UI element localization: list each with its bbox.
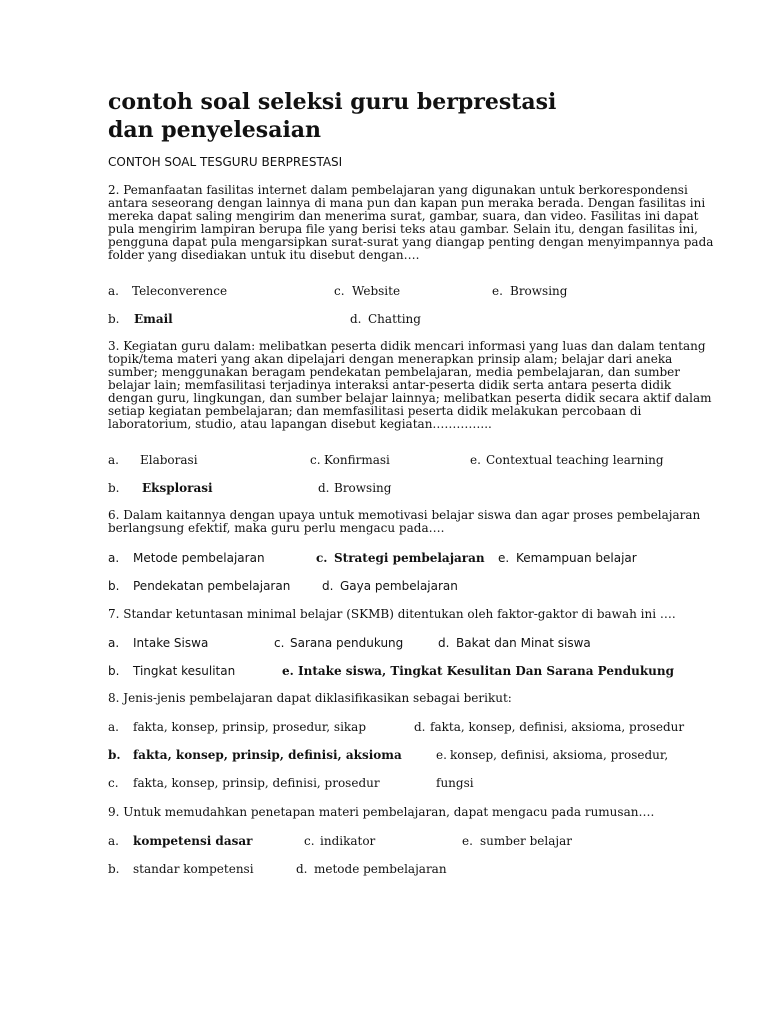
- option-marker: e.: [492, 284, 503, 298]
- question-line: 8. Jenis-jenis pembelajaran dapat diklasifikasikan sebagai berikut:: [108, 691, 512, 705]
- option-marker: a.: [108, 834, 119, 848]
- option-marker: e.: [282, 664, 294, 678]
- option-text: indikator: [320, 834, 376, 848]
- option-marker: b.: [108, 862, 120, 876]
- question-line: laboratorium, studio, atau lapangan disebut kegiatan…………...: [108, 417, 492, 431]
- question-line: 3. Kegiatan guru dalam: melibatkan peserta didik mencari informasi yang luas dan dalam tentang: [108, 339, 706, 353]
- question-line: belajar lain; memfasilitasi terjadinya interaksi antar-peserta didik serta antara peserta didik: [108, 378, 672, 392]
- option-text: fakta, konsep, prinsip, definisi, prosedur: [133, 776, 380, 790]
- option-text: Gaya pembelajaran: [340, 579, 458, 593]
- option-text: Tingkat kesulitan: [133, 664, 236, 678]
- question-line: 7. Standar ketuntasan minimal belajar (SKMB) ditentukan oleh faktor-gaktor di bawah ini ….: [108, 607, 676, 621]
- option-marker: b.: [108, 579, 120, 593]
- question-line: pengguna dapat pula mengarsipkan surat-surat yang diangap penting dengan menyimpannya pada: [108, 235, 714, 249]
- option-marker: a.: [108, 720, 119, 734]
- subtitle: CONTOH SOAL TESGURU BERPRESTASI: [108, 155, 343, 169]
- option-text-continued: fungsi: [436, 776, 474, 790]
- question-7: [108, 608, 708, 621]
- option-text: Browsing: [510, 284, 568, 298]
- option-text: Metode pembelajaran: [133, 551, 265, 565]
- question-line: 2. Pemanfaatan fasilitas internet dalam pembelajaran yang digunakan untuk berkorespondensi: [108, 183, 688, 197]
- question-line: topik/tema materi yang akan dipelajari dengan menerapkan prinsip alam; belajar dari aneka: [108, 352, 673, 366]
- option-marker: d.: [296, 862, 308, 876]
- option-marker: e.: [436, 748, 447, 762]
- option-text-answer: Email: [134, 312, 173, 326]
- question-line: sumber; menggunakan beragam pendekatan pembelajaran, media pembelajaran, dan sumber: [108, 365, 680, 379]
- question-line: pula mengirim lampiran berupa file yang berisi teks atau gambar. Selain itu, dengan fasilitas ini,: [108, 222, 698, 236]
- option-marker: a.: [108, 284, 119, 298]
- question-3: [108, 339, 712, 431]
- option-text-answer: fakta, konsep, prinsip, definisi, aksioma: [133, 748, 402, 762]
- question-6: [108, 509, 708, 535]
- option-marker: d.: [322, 579, 334, 593]
- question-line: mereka dapat saling mengirim dan menerima surat, gambar, suara, dan video. Fasilitas ini dapat: [108, 209, 699, 223]
- option-text-answer: Eksplorasi: [142, 481, 213, 495]
- question-line: antara seseorang dengan lainnya di mana pun dan kapan pun meraka berada. Dengan fasilitas ini: [108, 196, 706, 210]
- option-text: Website: [352, 284, 401, 298]
- option-marker: e.: [470, 453, 481, 467]
- option-text: Browsing: [334, 481, 392, 495]
- option-marker: a.: [108, 551, 120, 565]
- option-marker: e.: [462, 834, 473, 848]
- option-marker: b.: [108, 748, 121, 762]
- option-text: Chatting: [368, 312, 421, 326]
- option-text-answer: Strategi pembelajaran: [334, 551, 485, 565]
- option-text: Elaborasi: [140, 453, 198, 467]
- question-line: 6. Dalam kaitannya dengan upaya untuk memotivasi belajar siswa dan agar proses pembelajaran: [108, 508, 701, 522]
- option-text: Intake Siswa: [133, 636, 209, 650]
- option-marker: b.: [108, 664, 120, 678]
- option-text: metode pembelajaran: [314, 862, 447, 876]
- question-line: 9. Untuk memudahkan penetapan materi pembelajaran, dapat mengacu pada rumusan….: [108, 805, 655, 819]
- option-marker: d.: [414, 720, 426, 734]
- option-text: Bakat dan Minat siswa: [456, 636, 591, 650]
- option-marker: a.: [108, 636, 120, 650]
- question-line: berlangsung efektif, maka guru perlu mengacu pada….: [108, 521, 445, 535]
- question-2: [108, 183, 714, 262]
- option-marker: a.: [108, 453, 119, 467]
- option-marker: c.: [304, 834, 315, 848]
- option-text: fakta, konsep, definisi, aksioma, prosedur: [430, 720, 685, 734]
- option-text: konsep, definisi, aksioma, prosedur,: [450, 748, 669, 762]
- question-9: [108, 806, 708, 819]
- option-marker: b.: [108, 312, 120, 326]
- option-text: standar kompetensi: [133, 862, 254, 876]
- option-marker: e.: [498, 551, 510, 565]
- option-text: Konfirmasi: [324, 453, 390, 467]
- title-line-1: contoh soal seleksi guru berprestasi: [108, 89, 557, 115]
- option-text: fakta, konsep, prinsip, prosedur, sikap: [133, 720, 367, 734]
- option-marker: d.: [438, 636, 450, 650]
- option-text: Sarana pendukung: [290, 636, 404, 650]
- option-text-answer: Intake siswa, Tingkat Kesulitan Dan Sarana Pendukung: [298, 664, 674, 678]
- option-text: Kemampuan belajar: [516, 551, 637, 565]
- question-8: [108, 692, 708, 705]
- option-text: Pendekatan pembelajaran: [133, 579, 291, 593]
- option-marker: c.: [108, 776, 119, 790]
- option-marker: c.: [274, 636, 285, 650]
- question-line: folder yang disediakan untuk itu disebut dengan….: [108, 248, 420, 262]
- option-text: Contextual teaching learning: [486, 453, 664, 467]
- question-line: setiap kegiatan pembelajaran; dan memfasilitasi peserta didik melakukan percobaan di: [108, 404, 642, 418]
- question-line: dengan guru, lingkungan, dan sumber belajar lainnya; melibatkan peserta didik secara aktif dalam: [108, 391, 712, 405]
- document-title: [108, 88, 728, 144]
- option-text: Teleconverence: [132, 284, 228, 298]
- option-marker: c.: [316, 551, 328, 565]
- option-marker: d.: [350, 312, 362, 326]
- title-line-2: dan penyelesaian: [108, 117, 322, 143]
- option-marker: d.: [318, 481, 330, 495]
- option-marker: c.: [334, 284, 345, 298]
- option-text: sumber belajar: [480, 834, 572, 848]
- option-text-answer: kompetensi dasar: [133, 834, 253, 848]
- option-marker: b.: [108, 481, 120, 495]
- option-marker: c.: [310, 453, 321, 467]
